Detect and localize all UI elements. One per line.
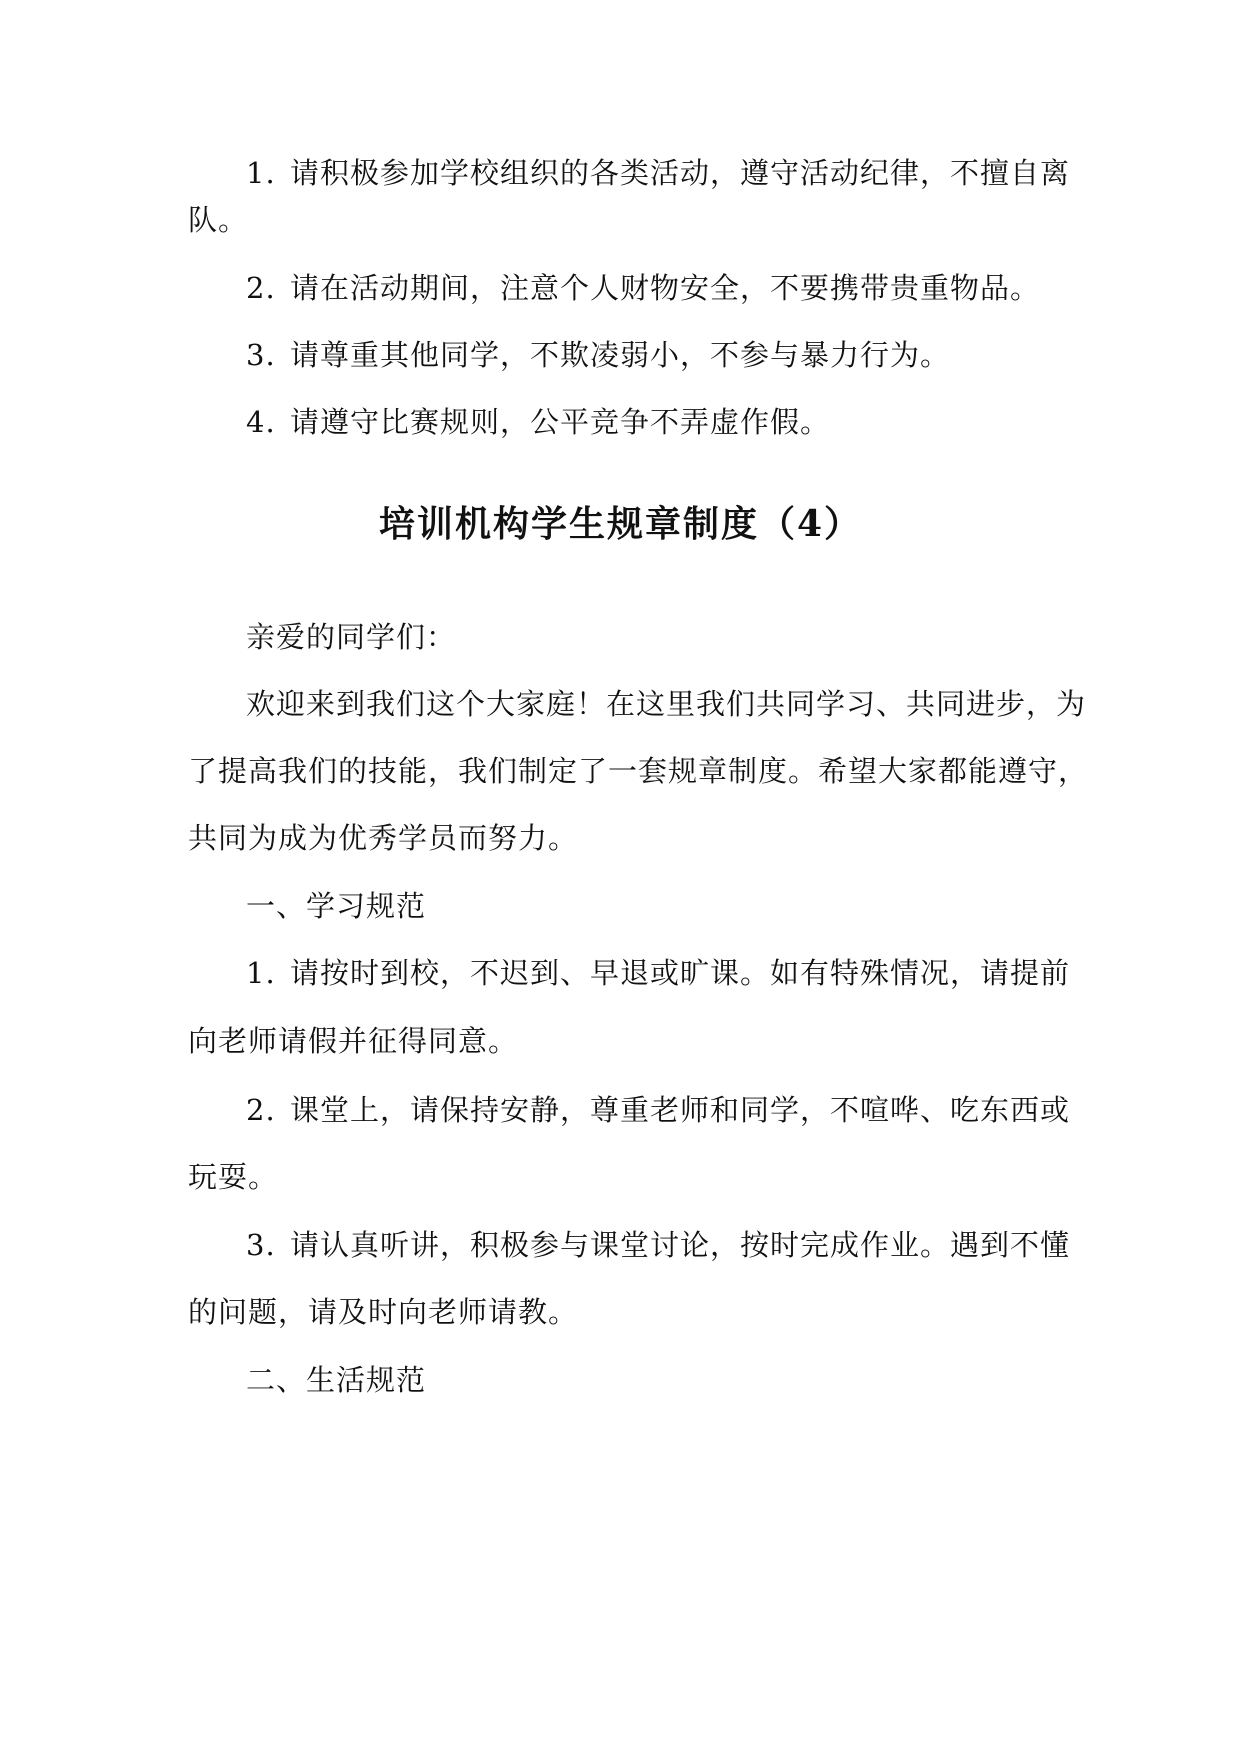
heading-study: 一、学习规范 [246, 889, 427, 923]
study-item-1 [246, 953, 1070, 993]
list-number: 2. [246, 271, 276, 305]
list-text: 请按时到校，不迟到、早退或旷课。如有特殊情况，请提前 [290, 956, 1071, 990]
study-item-3-cont: 的问题，请及时向老师请教。 [188, 1295, 579, 1329]
heading-life: 二、生活规范 [246, 1363, 427, 1397]
study-item-1-cont: 向老师请假并征得同意。 [188, 1024, 519, 1058]
study-item-2-cont: 玩耍。 [188, 1160, 279, 1194]
list-text: 请认真听讲，积极参与课堂讨论，按时完成作业。遇到不懂 [290, 1228, 1071, 1262]
list-number: 2. [246, 1093, 276, 1127]
list-item-3 [246, 335, 950, 375]
section-title: 培训机构学生规章制度（4） [378, 503, 863, 545]
list-text: 请积极参加学校组织的各类活动，遵守活动纪律，不擅自离 [290, 156, 1071, 190]
greeting: 亲爱的同学们： [246, 620, 457, 654]
list-number: 4. [246, 405, 276, 439]
intro-line-3: 共同为成为优秀学员而努力。 [188, 821, 579, 855]
list-number: 3. [246, 1228, 276, 1262]
intro-line-2: 了提高我们的技能，我们制定了一套规章制度。希望大家都能遵守， [188, 754, 1089, 788]
list-number: 3. [246, 338, 276, 372]
list-text: 请在活动期间，注意个人财物安全，不要携带贵重物品。 [290, 271, 1041, 305]
list-number: 1. [246, 956, 276, 990]
list-item-1-cont: 队。 [188, 203, 249, 237]
list-item-2 [246, 268, 1040, 308]
list-text: 课堂上，请保持安静，尊重老师和同学，不喧哗、吃东西或 [290, 1093, 1071, 1127]
list-number: 1. [246, 156, 276, 190]
list-item-1 [246, 153, 1070, 193]
list-item-4 [246, 402, 830, 442]
intro-line-1: 欢迎来到我们这个大家庭！在这里我们共同学习、共同进步，为 [246, 687, 1087, 721]
study-item-2 [246, 1090, 1070, 1130]
study-item-3 [246, 1225, 1070, 1265]
list-text: 请遵守比赛规则，公平竞争不弄虚作假。 [290, 405, 831, 439]
list-text: 请尊重其他同学，不欺凌弱小，不参与暴力行为。 [290, 338, 951, 372]
